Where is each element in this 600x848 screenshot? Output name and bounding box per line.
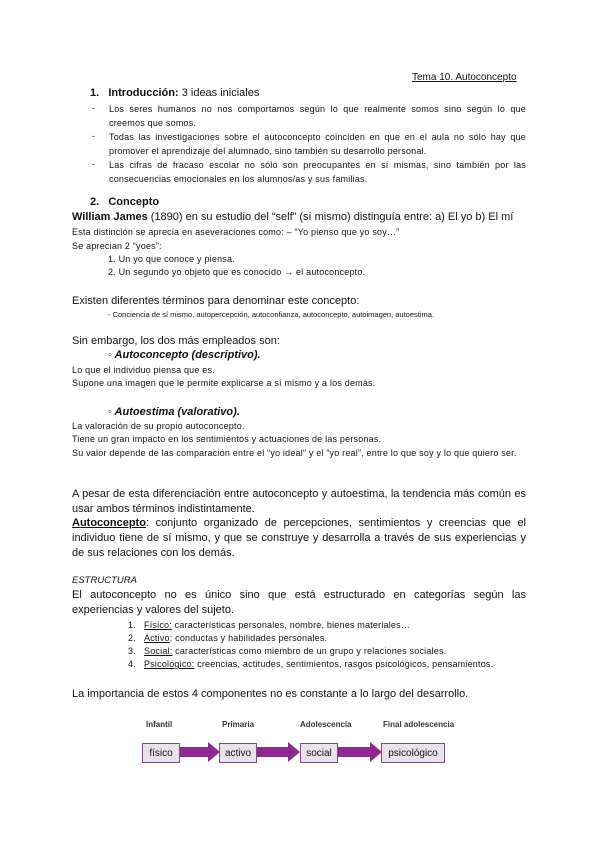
william-james-text: (1890) en su estudio del “self” (sí mismo) distinguía entre: a) El yo b) El mí [147,211,514,223]
category-name: Psicológico: [144,659,195,669]
autoconcepto-line-2: Supone una imagen que le permite explicarse a sí mismo y a los demás. [72,378,376,388]
autoestima-title: ◦ Autoestima (valorativo). [108,406,240,418]
stage-label: Adolescencia [300,720,352,729]
intro-bullet-3: Las cifras de fracaso escolar no sólo son preocupantes en sí mismas, sino también por las consecuencias emocionales en los alumnos/as y sus familias. [109,160,526,184]
definition-paragraph [72,516,526,561]
category-number: 2. [128,633,136,643]
two-yoes-text: Se aprecian 2 “yoes”: [72,241,162,251]
category-name: Físico: [144,620,172,630]
section-1-subtitle: 3 ideas iniciales [181,87,260,99]
stage-box: psicológico [381,743,445,763]
section-2-heading [90,196,159,208]
category-number: 1. [128,620,136,630]
stage-label: Primaria [222,720,255,729]
definition-text: : conjunto organizado de percepciones, sentimientos y creencias que el individuo tiene de sí mismo, y que se construye y desarrolla a través de sus experiencias y de sus relaciones con los demás. [72,517,526,559]
bullet-dash: - [92,159,95,169]
autoconcepto-title: ◦ Autoconcepto (descriptivo). [108,349,261,361]
stage-box: social [300,743,338,763]
stage-label: Final adolescencia [383,720,455,729]
william-james-name: William James [72,211,148,223]
arrow-right-icon [338,742,382,762]
stage-box: activo [219,743,257,763]
category-desc: características personales, nombre, bienes materiales… [171,620,411,630]
structure-paragraph: El autoconcepto no es único sino que está estructurado en categorías según las experiencias y valores del sujeto. [72,589,526,616]
autoconcepto-line-1: Lo que el individuo piensa que es. [72,365,215,375]
category-item [128,633,327,643]
bullet-dash: - [92,131,95,141]
autoestima-line-1: La valoración de su propio autoconcepto. [72,421,245,431]
category-desc: : conductas y habilidades personales. [169,633,328,643]
bullet-dash: - [92,103,95,113]
stage-label: Infantil [146,720,173,729]
yo-item-2: 2. Un segundo yo objeto que es conocido → el autoconcepto. [108,267,366,277]
structure-label: ESTRUCTURA [72,575,137,586]
category-name: Social: [144,646,173,656]
stage-box: físico [142,743,180,763]
definition-term: Autoconcepto [72,517,146,529]
category-item [128,659,493,669]
difference-paragraph: A pesar de esta diferenciación entre autoconcepto y autoestima, la tendencia más común es usar ambos términos indistintamente. [72,488,526,515]
most-used-text: Sin embargo, los dos más empleados son: [72,335,280,347]
importance-text: La importancia de estos 4 componentes no es constante a lo largo del desarrollo. [72,688,469,700]
document-topic: Tema 10. Autoconcepto [412,72,517,83]
section-1-title: Introducción: [108,87,179,99]
arrow-right-icon [256,742,300,762]
intro-bullet-2: Todas las investigaciones sobre el autoconcepto coinciden en que en el aula no sólo hay que promover el aprendizaje del alumnado, sino también su desarrollo personal. [109,132,526,156]
section-2-title: Concepto [108,196,160,208]
intro-bullet-1: Los seres humanos no nos comportamos según lo que realmente somos sino según lo que creemos que somos. [109,104,526,128]
category-desc: creencias, actitudes, sentimientos, rasgos psicológicos, pensamientos. [194,659,494,669]
section-1-heading [90,87,259,99]
terms-list: - Conciencia de sí mismo, autopercepción, autoconfianza, autoconcepto, autoimagen, autoestima. [108,310,435,319]
autoestima-line-2: Tiene un gran impacto en los sentimientos y actuaciones de las personas. [72,434,382,444]
section-2-number: 2. [90,196,100,208]
category-desc: características como miembro de un grupo y relaciones sociales. [172,646,447,656]
category-name: Activo [144,633,170,643]
category-item [128,620,410,630]
category-item [128,646,446,656]
autoestima-line-3: Su valor depende de las comparación entre el “yo ideal” y el “yo real”, entre lo que soy y lo que quiero ser. [72,448,517,458]
arrow-right-icon [180,742,220,762]
terms-intro: Existen diferentes términos para denominar este concepto: [72,295,360,307]
category-number: 4. [128,659,136,669]
category-number: 3. [128,646,136,656]
distinction-text: Esta distinción se aprecia en aseveraciones como: – “Yo pienso que yo soy…” [72,227,400,237]
yo-item-1: 1. Un yo que conoce y piensa. [108,254,235,264]
william-james-line [72,211,513,223]
section-1-number: 1. [90,87,100,99]
